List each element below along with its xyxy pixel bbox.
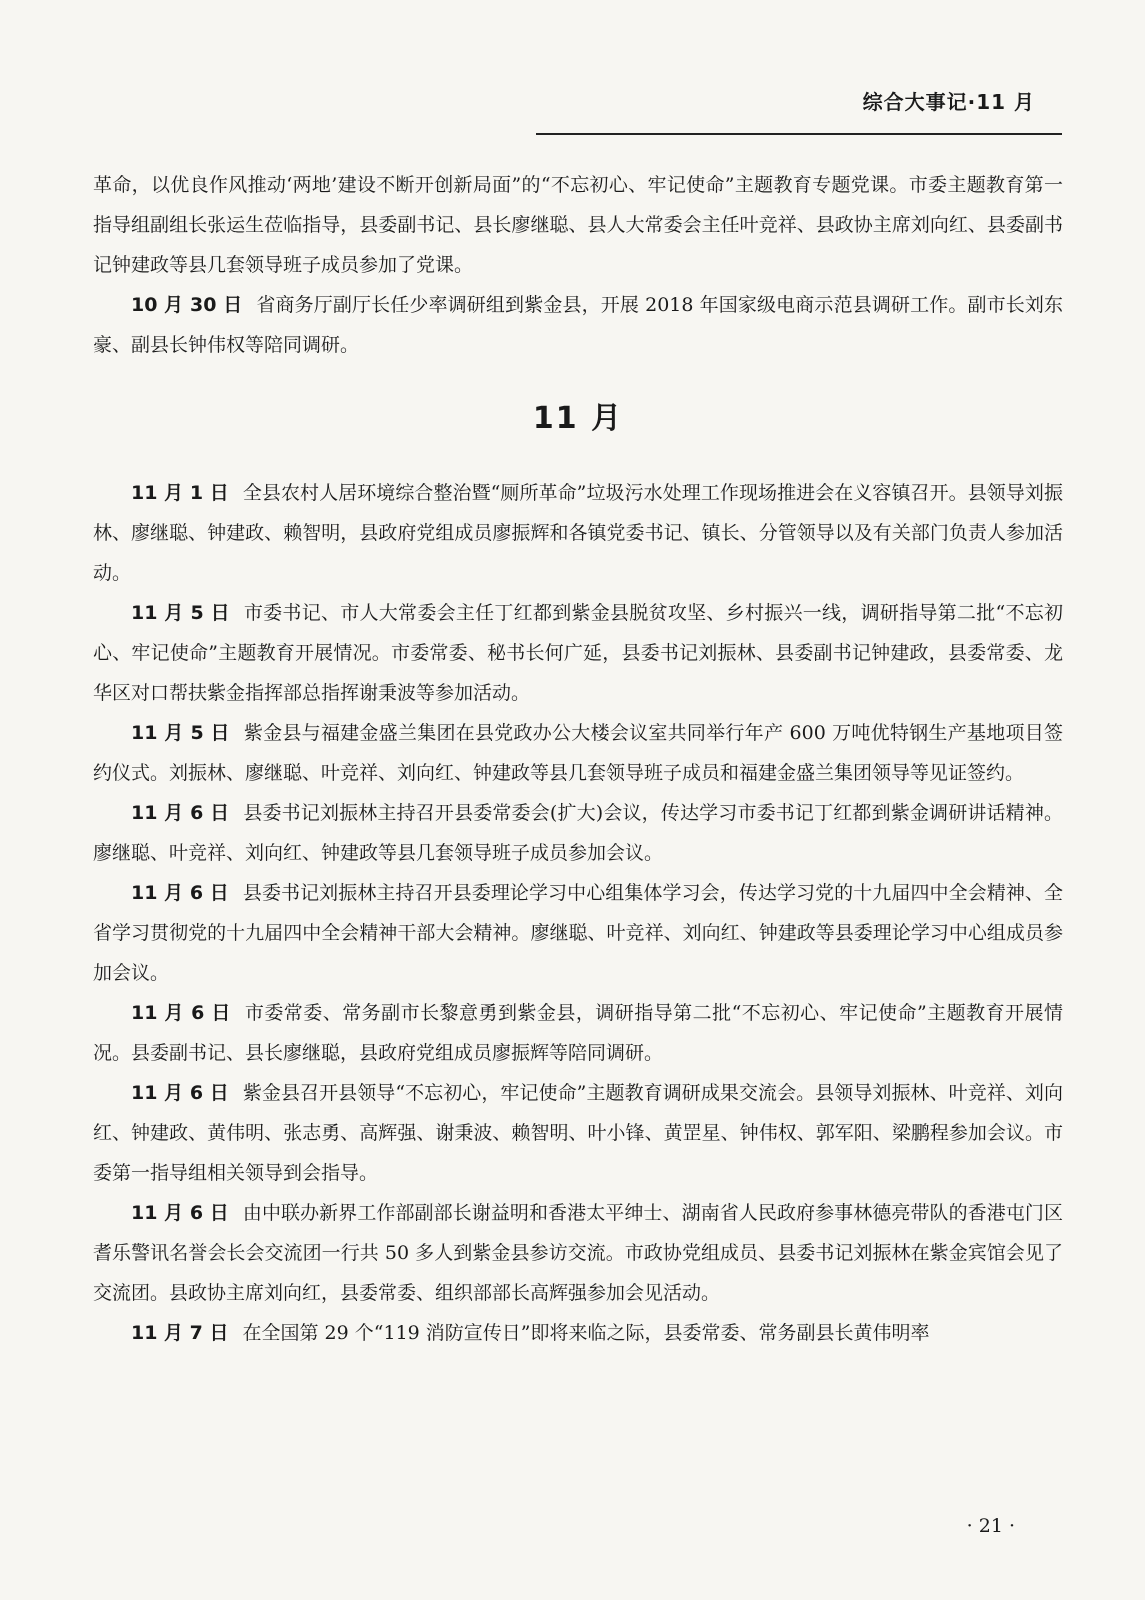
continuation-paragraph: 革命，以优良作风推动‘两地’建设不断开创新局面”的“不忘初心、牢记使命”主题教育专题党课。市委主题教育第一指导组副组长张运生莅临指导，县委副书记、县长廖继聪、县人大常委会主任叶竞祥、县政协主席刘向红、县委副书记钟建政等县几套领导班子成员参加了党课。 (93, 174, 1063, 276)
running-header: 综合大事记·11 月 (862, 90, 1035, 114)
page-body (93, 165, 1063, 1353)
event-entry (93, 1193, 1063, 1313)
header-rule (536, 133, 1062, 135)
event-entry (93, 713, 1063, 793)
event-entry (93, 1313, 1063, 1353)
event-entry (93, 473, 1063, 593)
entry-text: 县委书记刘振林主持召开县委理论学习中心组集体学习会，传达学习党的十九届四中全会精神、全省学习贯彻党的十九届四中全会精神干部大会精神。廖继聪、叶竞祥、刘向红、钟建政等县委理论学习中心组成员参加会议。 (93, 882, 1063, 984)
event-entry (93, 993, 1063, 1073)
entry-date: 11 月 5 日 (131, 722, 230, 744)
page-number: · 21 · (966, 1515, 1015, 1537)
entry-date: 11 月 1 日 (131, 482, 229, 504)
event-entry-oct-30 (93, 285, 1063, 365)
month-heading: 11 月 (532, 401, 624, 436)
entry-date: 11 月 7 日 (131, 1322, 229, 1344)
entry-text: 全县农村人居环境综合整治暨“厕所革命”垃圾污水处理工作现场推进会在义容镇召开。县领导刘振林、廖继聪、钟建政、赖智明，县政府党组成员廖振辉和各镇党委书记、镇长、分管领导以及有关部门负责人参加活动。 (93, 482, 1063, 584)
entry-date: 11 月 6 日 (131, 802, 230, 824)
entry-date: 11 月 6 日 (131, 882, 229, 904)
entry-text: 由中联办新界工作部副部长谢益明和香港太平绅士、湖南省人民政府参事林德亮带队的香港屯门区耆乐警讯名誉会长会交流团一行共 50 多人到紫金县参访交流。市政协党组成员、县委书记刘振林在紫金宾馆会见了交流团。县政协主席刘向红，县委常委、组织部部长高辉强参加会见活动。 (93, 1202, 1063, 1304)
entry-text: 紫金县与福建金盛兰集团在县党政办公大楼会议室共同举行年产 600 万吨优特钢生产基地项目签约仪式。刘振林、廖继聪、叶竞祥、刘向红、钟建政等县几套领导班子成员和福建金盛兰集团领导等见证签约。 (93, 722, 1063, 784)
event-entry (93, 793, 1063, 873)
entry-text: 市委书记、市人大常委会主任丁红都到紫金县脱贫攻坚、乡村振兴一线，调研指导第二批“不忘初心、牢记使命”主题教育开展情况。市委常委、秘书长何广延，县委书记刘振林、县委副书记钟建政，县委常委、龙华区对口帮扶紫金指挥部总指挥谢秉波等参加活动。 (93, 602, 1063, 704)
entry-date: 11 月 6 日 (131, 1002, 231, 1024)
entry-text: 市委常委、常务副市长黎意勇到紫金县，调研指导第二批“不忘初心、牢记使命”主题教育开展情况。县委副书记、县长廖继聪，县政府党组成员廖振辉等陪同调研。 (93, 1002, 1063, 1064)
entry-text: 县委书记刘振林主持召开县委常委会(扩大)会议，传达学习市委书记丁红都到紫金调研讲话精神。廖继聪、叶竞祥、刘向红、钟建政等县几套领导班子成员参加会议。 (93, 802, 1063, 864)
entry-text: 在全国第 29 个“119 消防宣传日”即将来临之际，县委常委、常务副县长黄伟明率 (242, 1322, 930, 1344)
entry-date: 11 月 6 日 (131, 1202, 229, 1224)
entry-date: 10 月 30 日 (131, 294, 243, 316)
event-entry (93, 1073, 1063, 1193)
entry-text: 紫金县召开县领导“不忘初心，牢记使命”主题教育调研成果交流会。县领导刘振林、叶竞祥、刘向红、钟建政、黄伟明、张志勇、高辉强、谢秉波、赖智明、叶小锋、黄罡星、钟伟权、郭军阳、梁鹏程参加会议。市委第一指导组相关领导到会指导。 (93, 1082, 1063, 1184)
entry-date: 11 月 6 日 (131, 1082, 229, 1104)
event-entry (93, 593, 1063, 713)
entry-date: 11 月 5 日 (131, 602, 230, 624)
entry-text: 省商务厅副厅长任少率调研组到紫金县，开展 2018 年国家级电商示范县调研工作。副市长刘东豪、副县长钟伟权等陪同调研。 (93, 294, 1063, 356)
event-entry (93, 873, 1063, 993)
